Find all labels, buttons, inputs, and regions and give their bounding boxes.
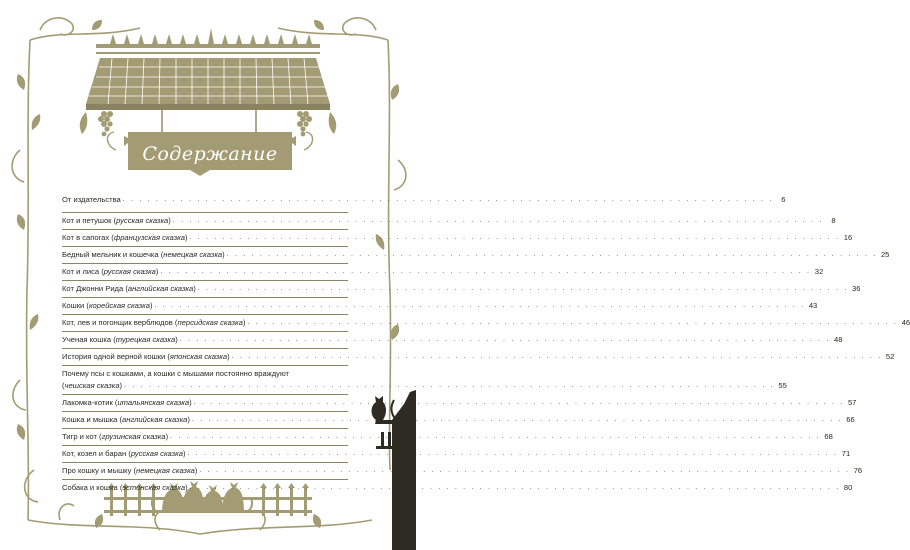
toc-entry-title: Кот и лиса (русская сказка) — [62, 267, 159, 276]
toc-separator — [62, 246, 348, 247]
toc-entry-origin: английская сказка — [127, 284, 194, 293]
toc-entry[interactable] — [62, 215, 836, 227]
toc-page-number: 57 — [847, 398, 857, 407]
toc-separator — [62, 280, 348, 281]
toc-separator — [62, 365, 348, 366]
toc-page-number: 66 — [846, 415, 855, 424]
page-title: Содержание — [142, 143, 278, 165]
toc-separator — [62, 462, 348, 463]
toc-page-number: 43 — [808, 301, 818, 310]
toc-leader-dots: . . . . . . . . . . . . . . . . . . . . . . . . . . . . . . . . . . . . . . . . . . . . . . . . . . . . . . . . . . . . . . . . . . . . . . . . . . . . . . . — [226, 251, 878, 258]
toc-entry-title: Почему псы с кошками, а кошки с мышами постоянно враждуют — [62, 369, 289, 378]
toc-entry[interactable] — [62, 414, 855, 426]
toc-entry-origin: русская сказка — [116, 216, 169, 225]
toc-entry[interactable] — [62, 465, 863, 477]
toc-entry-origin: грузинская сказка — [101, 432, 166, 441]
toc-entry[interactable] — [62, 448, 851, 460]
toc-page-number: 52 — [885, 352, 895, 361]
toc-page-number: 25 — [880, 250, 890, 259]
toc-page-number: 55 — [778, 381, 787, 390]
toc-page-number: 46 — [901, 318, 910, 327]
toc-page-number: 76 — [853, 466, 863, 475]
toc-separator — [62, 479, 348, 480]
toc-entry-origin: японская сказка — [169, 352, 228, 361]
toc-entry-origin: немецкая сказка — [163, 250, 223, 259]
toc-entry-title: Про кошку и мышку (немецкая сказка) — [62, 466, 198, 475]
toc-entry[interactable] — [62, 232, 853, 244]
toc-entry[interactable] — [62, 283, 861, 295]
toc-entry-origin: корейская сказка — [88, 301, 150, 310]
toc-leader-dots: . . . . . . . . . . . . . . . . . . . . . . . . . . . . . . . . . . . . . . . . . . . . . . . . . . . . . . . . . . . . . . . . . . . . . . . . . . . . . . . — [199, 467, 851, 474]
toc-entry-origin: итальянская сказка — [117, 398, 190, 407]
toc-entry-origin: чешская сказка — [64, 381, 120, 390]
toc-entry-title: История одной верной кошки (японская сказка) — [62, 352, 230, 361]
toc-entry-title: От издательства — [62, 195, 121, 204]
toc-leader-dots: . . . . . . . . . . . . . . . . . . . . . . . . . . . . . . . . . . . . . . . . . . . . . . . . . . . . . . . . . . . . . . . . . . . . . . . . . . . . . . . — [154, 302, 806, 309]
toc-separator — [62, 411, 348, 412]
toc-leader-dots: . . . . . . . . . . . . . . . . . . . . . . . . . . . . . . . . . . . . . . . . . . . . . . . . . . . . . . . . . . . . . . . . . . . . . . . . . . . . . . . — [231, 353, 883, 360]
toc-leader-dots: . . . . . . . . . . . . . . . . . . . . . . . . . . . . . . . . . . . . . . . . . . . . . . . . . . . . . . . . . . . . . . . . . . . . . . . . . . . . . . . — [160, 268, 812, 275]
toc-leader-dots: . . . . . . . . . . . . . . . . . . . . . . . . . . . . . . . . . . . . . . . . . . . . . . . . . . . . . . . . . . . . . . . . . . . . . . . . . . . . . . . — [122, 196, 774, 203]
toc-entry-title: Кот, козел и баран (русская сказка) — [62, 449, 186, 458]
toc-entry-origin: турецкая сказка — [115, 335, 176, 344]
toc-entry[interactable] — [62, 431, 833, 443]
toc-leader-dots: . . . . . . . . . . . . . . . . . . . . . . . . . . . . . . . . . . . . . . . . . . . . . . . . . . . . . . . . . . . . . . . . . . . . . . . . . . . . . . . — [197, 285, 849, 292]
toc-separator — [62, 331, 348, 332]
toc-entry-origin: русская сказка — [130, 449, 183, 458]
toc-separator — [62, 297, 348, 298]
toc-leader-dots: . . . . . . . . . . . . . . . . . . . . . . . . . . . . . . . . . . . . . . . . . . . . . . . . . . . . . . . . . . . . . . . . . . . . . . . . . . . . . . . — [124, 382, 775, 389]
toc-entry-origin: французская сказка — [113, 233, 185, 242]
toc-entry-title: Кот в сапогах (французская сказка) — [62, 233, 188, 242]
toc-entry[interactable] — [62, 351, 895, 363]
toc-entry-title: Собака и кошка (эстонская сказка) — [62, 483, 188, 492]
toc-entry-origin: английская сказка — [122, 415, 188, 424]
toc-entry[interactable] — [62, 368, 787, 390]
toc-entry-title: Бедный мельник и кошечка (немецкая сказка) — [62, 250, 225, 259]
toc-page-number: 8 — [831, 216, 836, 225]
toc-entry-origin: русская сказка — [103, 267, 156, 276]
toc-separator — [62, 348, 348, 349]
toc-entry[interactable] — [62, 317, 910, 329]
toc-leader-dots: . . . . . . . . . . . . . . . . . . . . . . . . . . . . . . . . . . . . . . . . . . . . . . . . . . . . . . . . . . . . . . . . . . . . . . . . . . . . . . . — [193, 399, 845, 406]
toc-page-number: 36 — [852, 284, 861, 293]
toc-entry-line2: (чешская сказка) . . . . . . . . . . . . . . . . . . . . . . . . . . . . . . . . . . . . . . . . . . . . . . . . . . . . . . . . . . . . . . . . . . . . . . . . . . . . . . . 55 — [62, 381, 787, 390]
toc-entry-origin: персидская сказка — [177, 318, 243, 327]
toc-entry-title: Кот Джонни Рида (английская сказка) — [62, 284, 196, 293]
toc-separator — [62, 263, 348, 264]
toc-separator — [62, 314, 348, 315]
toc-entry-title: Кот, лев и погонщик верблюдов (персидская сказка) — [62, 318, 246, 327]
toc-separator — [62, 212, 348, 213]
toc-page-number: 71 — [841, 449, 851, 458]
toc-leader-dots: . . . . . . . . . . . . . . . . . . . . . . . . . . . . . . . . . . . . . . . . . . . . . . . . . . . . . . . . . . . . . . . . . . . . . . . . . . . . . . . — [191, 416, 843, 423]
toc-entry-title: Ученая кошка (турецкая сказка) — [62, 335, 178, 344]
toc-entry[interactable] — [62, 334, 843, 346]
toc-page-number: 16 — [843, 233, 853, 242]
toc-entry-title: Кот и петушок (русская сказка) — [62, 216, 171, 225]
toc-separator — [62, 428, 348, 429]
toc-entry-origin: эстонская сказка — [122, 483, 186, 492]
toc-separator — [62, 445, 348, 446]
toc-entry[interactable] — [62, 300, 818, 312]
toc-entry[interactable] — [62, 249, 890, 261]
toc-leader-dots: . . . . . . . . . . . . . . . . . . . . . . . . . . . . . . . . . . . . . . . . . . . . . . . . . . . . . . . . . . . . . . . . . . . . . . . . . . . . . . . — [172, 217, 824, 224]
toc-entry[interactable] — [62, 266, 824, 278]
toc-entry[interactable] — [62, 482, 853, 494]
toc-page-number: 6 — [781, 195, 786, 204]
toc-leader-dots: . . . . . . . . . . . . . . . . . . . . . . . . . . . . . . . . . . . . . . . . . . . . . . . . . . . . . . . . . . . . . . . . . . . . . . . . . . . . . . . — [189, 484, 841, 491]
toc-page-number: 32 — [814, 267, 824, 276]
toc-entry-origin: немецкая сказка — [136, 466, 195, 475]
toc-entry[interactable] — [62, 397, 857, 409]
toc-page-number: 80 — [843, 483, 853, 492]
toc-leader-dots: . . . . . . . . . . . . . . . . . . . . . . . . . . . . . . . . . . . . . . . . . . . . . . . . . . . . . . . . . . . . . . . . . . . . . . . . . . . . . . . — [247, 319, 899, 326]
toc-entry-title: Тигр и кот (грузинская сказка) — [62, 432, 169, 441]
toc-separator — [62, 229, 348, 230]
toc-entry-title: Кошки (корейская сказка) — [62, 301, 153, 310]
toc-page-number: 68 — [824, 432, 833, 441]
toc-entry-title: Лакомка-котик (итальянская сказка) — [62, 398, 192, 407]
toc-entry[interactable] — [62, 194, 786, 206]
toc-leader-dots: . . . . . . . . . . . . . . . . . . . . . . . . . . . . . . . . . . . . . . . . . . . . . . . . . . . . . . . . . . . . . . . . . . . . . . . . . . . . . . . — [170, 433, 821, 440]
toc-leader-dots: . . . . . . . . . . . . . . . . . . . . . . . . . . . . . . . . . . . . . . . . . . . . . . . . . . . . . . . . . . . . . . . . . . . . . . . . . . . . . . . — [189, 234, 841, 241]
toc-entry-title: Кошка и мышка (английская сказка) — [62, 415, 190, 424]
toc-page-number: 48 — [834, 335, 843, 344]
toc-leader-dots: . . . . . . . . . . . . . . . . . . . . . . . . . . . . . . . . . . . . . . . . . . . . . . . . . . . . . . . . . . . . . . . . . . . . . . . . . . . . . . . — [179, 336, 831, 343]
toc-leader-dots: . . . . . . . . . . . . . . . . . . . . . . . . . . . . . . . . . . . . . . . . . . . . . . . . . . . . . . . . . . . . . . . . . . . . . . . . . . . . . . . — [187, 450, 839, 457]
toc-separator — [62, 394, 348, 395]
